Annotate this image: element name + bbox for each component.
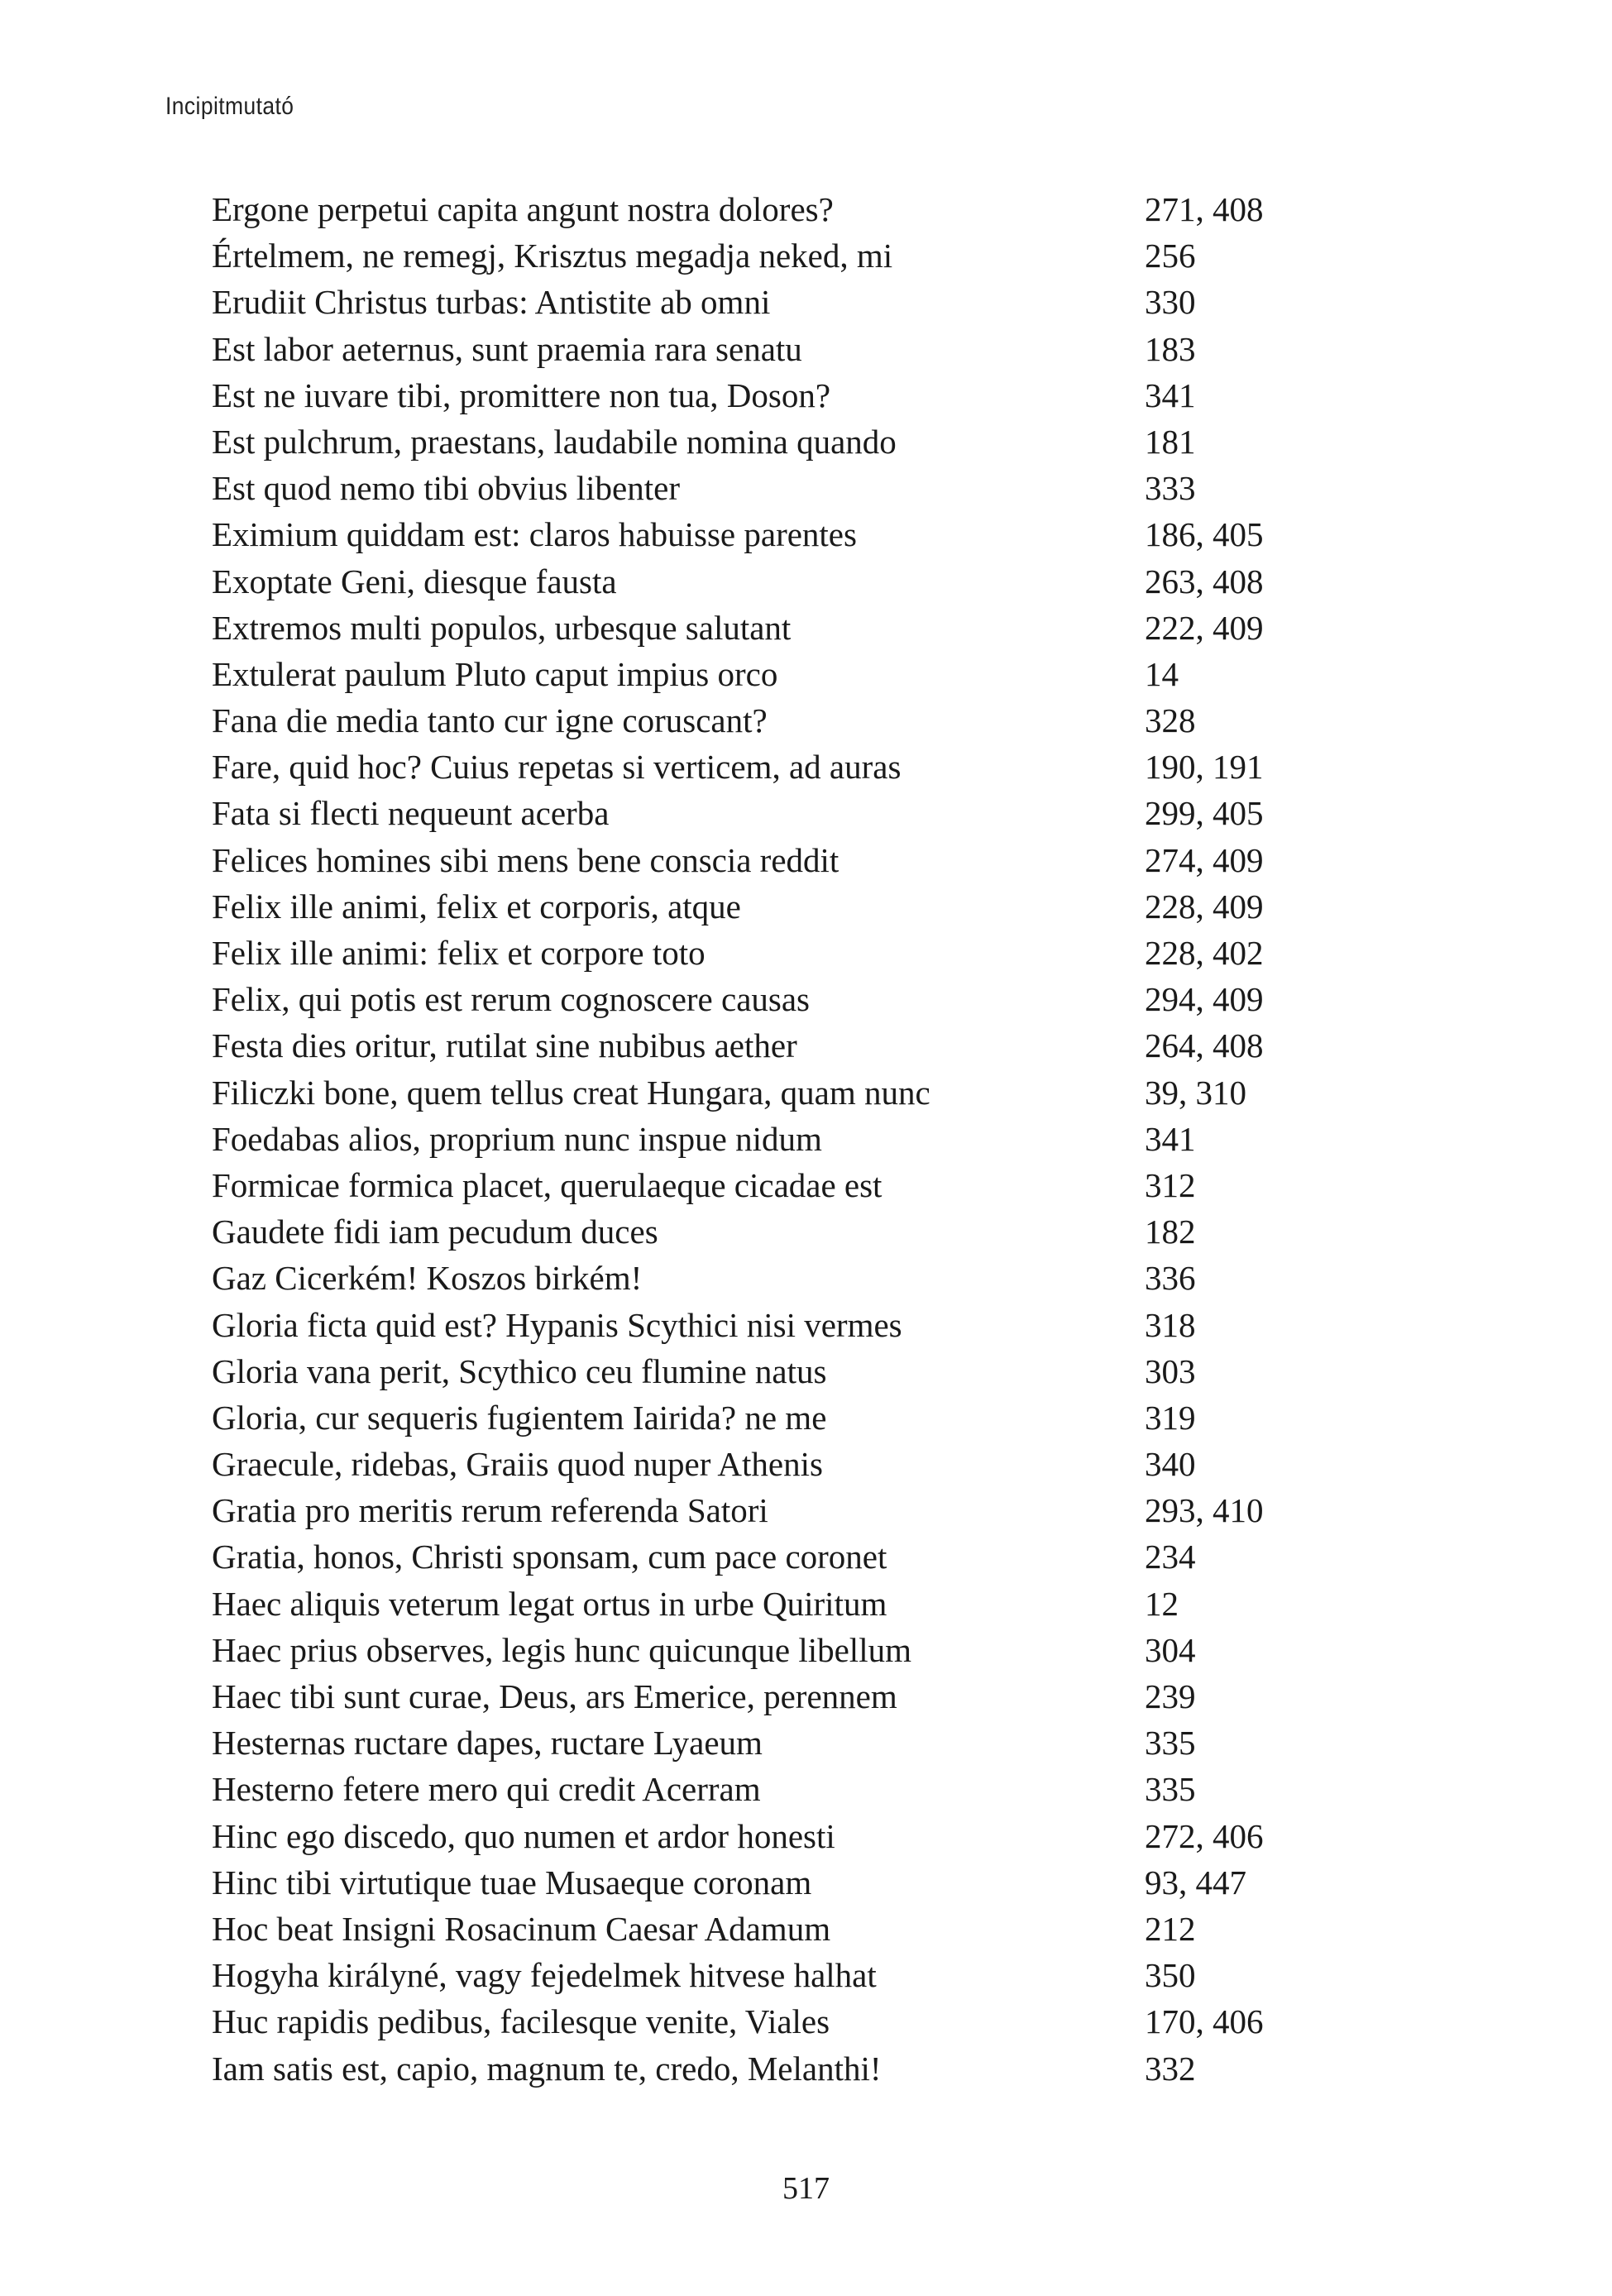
page-references: 293, 410 bbox=[1145, 1491, 1264, 1530]
incipit-text: Értelmem, ne remegj, Krisztus megadja neked, mi bbox=[212, 237, 893, 275]
incipit-text: Foedabas alios, proprium nunc inspue nidum bbox=[212, 1119, 822, 1158]
incipit-text: Gloria ficta quid est? Hypanis Scythici nisi vermes bbox=[212, 1305, 902, 1344]
index-entry bbox=[212, 419, 1370, 465]
index-entry bbox=[212, 697, 1370, 744]
page-references: 341 bbox=[1145, 375, 1196, 414]
index-entry bbox=[212, 1394, 1370, 1441]
index-entry bbox=[212, 1581, 1370, 1627]
index-entry bbox=[212, 1533, 1370, 1580]
page-references: 312 bbox=[1145, 1165, 1196, 1204]
index-entry bbox=[212, 883, 1370, 930]
page-references: 335 bbox=[1145, 1724, 1196, 1763]
incipit-text: Ergone perpetui capita angunt nostra dolores? bbox=[212, 190, 834, 228]
index-entry bbox=[212, 1069, 1370, 1116]
running-head: Incipitmutató bbox=[165, 93, 294, 120]
incipit-text: Hesterno fetere mero qui credit Acerram bbox=[212, 1770, 761, 1809]
incipit-text: Exoptate Geni, diesque fausta bbox=[212, 562, 617, 600]
page-references: 186, 405 bbox=[1145, 515, 1264, 554]
page-references: 170, 406 bbox=[1145, 2002, 1264, 2041]
page-references: 272, 406 bbox=[1145, 1816, 1264, 1855]
index-entry bbox=[212, 1859, 1370, 1906]
index-entry bbox=[212, 744, 1370, 790]
index-entry bbox=[212, 1116, 1370, 1162]
page-references: 336 bbox=[1145, 1259, 1196, 1298]
incipit-text: Eximium quiddam est: claros habuisse parentes bbox=[212, 515, 857, 554]
index-entry bbox=[212, 1952, 1370, 1998]
page-references: 263, 408 bbox=[1145, 562, 1264, 600]
page-references: 299, 405 bbox=[1145, 794, 1264, 833]
incipit-text: Huc rapidis pedibus, facilesque venite, Viales bbox=[212, 2002, 830, 2041]
index-entry bbox=[212, 1627, 1370, 1673]
incipit-text: Hinc ego discedo, quo numen et ardor honesti bbox=[212, 1816, 835, 1855]
index-entry bbox=[212, 511, 1370, 557]
page-references: 93, 447 bbox=[1145, 1863, 1246, 1901]
incipit-text: Gaudete fidi iam pecudum duces bbox=[212, 1213, 658, 1251]
page-references: 328 bbox=[1145, 701, 1196, 740]
index-entry bbox=[212, 186, 1370, 232]
index-entry bbox=[212, 1302, 1370, 1348]
incipit-text: Gloria, cur sequeris fugientem Iairida? ne me bbox=[212, 1398, 827, 1437]
incipit-text: Haec tibi sunt curae, Deus, ars Emerice, perennem bbox=[212, 1677, 897, 1715]
page-references: 12 bbox=[1145, 1584, 1179, 1623]
index-entry bbox=[212, 279, 1370, 325]
page-references: 333 bbox=[1145, 469, 1196, 508]
incipit-text: Formicae formica placet, querulaeque cicadae est bbox=[212, 1165, 883, 1204]
page-references: 304 bbox=[1145, 1630, 1196, 1669]
index-entry bbox=[212, 1022, 1370, 1069]
incipit-text: Felix ille animi, felix et corporis, atque bbox=[212, 887, 741, 926]
page-references: 294, 409 bbox=[1145, 980, 1264, 1019]
index-entry bbox=[212, 558, 1370, 605]
page-references: 212 bbox=[1145, 1909, 1196, 1948]
index-entry bbox=[212, 605, 1370, 651]
incipit-text: Est labor aeternus, sunt praemia rara senatu bbox=[212, 329, 802, 368]
index-entry bbox=[212, 1487, 1370, 1533]
page-references: 303 bbox=[1145, 1351, 1196, 1390]
index-entry bbox=[212, 790, 1370, 836]
index-entry bbox=[212, 1813, 1370, 1859]
incipit-text: Hinc tibi virtutique tuae Musaeque coronam bbox=[212, 1863, 812, 1901]
index-entry bbox=[212, 1906, 1370, 1952]
page-references: 183 bbox=[1145, 329, 1196, 368]
index-entry bbox=[212, 232, 1370, 279]
index-entry bbox=[212, 837, 1370, 883]
incipit-text: Est ne iuvare tibi, promittere non tua, Doson? bbox=[212, 375, 831, 414]
page-number: 517 bbox=[782, 2171, 830, 2206]
index-entry bbox=[212, 1720, 1370, 1766]
index-entry bbox=[212, 1766, 1370, 1812]
incipit-text: Felix, qui potis est rerum cognoscere causas bbox=[212, 980, 811, 1019]
incipit-text: Felices homines sibi mens bene conscia reddit bbox=[212, 840, 839, 879]
page-references: 234 bbox=[1145, 1538, 1196, 1576]
page-references: 228, 409 bbox=[1145, 887, 1264, 926]
incipit-text: Haec aliquis veterum legat ortus in urbe Quiritum bbox=[212, 1584, 887, 1623]
incipit-text: Fare, quid hoc? Cuius repetas si verticem, ad auras bbox=[212, 748, 902, 787]
page-references: 341 bbox=[1145, 1119, 1196, 1158]
page-references: 274, 409 bbox=[1145, 840, 1264, 879]
index-entry bbox=[212, 1441, 1370, 1487]
incipit-text: Festa dies oritur, rutilat sine nubibus aether bbox=[212, 1026, 797, 1065]
page-references: 340 bbox=[1145, 1445, 1196, 1484]
page-references: 335 bbox=[1145, 1770, 1196, 1809]
page-references: 256 bbox=[1145, 237, 1196, 275]
index-entry bbox=[212, 1998, 1370, 2045]
index-entry bbox=[212, 326, 1370, 372]
page-references: 330 bbox=[1145, 283, 1196, 322]
page-references: 350 bbox=[1145, 1956, 1196, 1995]
incipit-text: Gloria vana perit, Scythico ceu flumine natus bbox=[212, 1351, 827, 1390]
page-references: 264, 408 bbox=[1145, 1026, 1264, 1065]
incipit-text: Graecule, ridebas, Graiis quod nuper Athenis bbox=[212, 1445, 823, 1484]
incipit-text: Est quod nemo tibi obvius libenter bbox=[212, 469, 680, 508]
incipit-text: Iam satis est, capio, magnum te, credo, Melanthi! bbox=[212, 2049, 882, 2088]
page-references: 239 bbox=[1145, 1677, 1196, 1715]
incipit-text: Filiczki bone, quem tellus creat Hungara, quam nunc bbox=[212, 1073, 930, 1112]
page-references: 271, 408 bbox=[1145, 190, 1264, 228]
page-references: 14 bbox=[1145, 654, 1179, 693]
page-references: 190, 191 bbox=[1145, 748, 1264, 787]
incipit-text: Erudiit Christus turbas: Antistite ab omni bbox=[212, 283, 771, 322]
index-entry bbox=[212, 1208, 1370, 1255]
page-references: 228, 402 bbox=[1145, 934, 1264, 972]
incipit-text: Extulerat paulum Pluto caput impius orco bbox=[212, 654, 778, 693]
page-references: 318 bbox=[1145, 1305, 1196, 1344]
incipit-text: Hogyha királyné, vagy fejedelmek hitvese halhat bbox=[212, 1956, 877, 1995]
page-references: 182 bbox=[1145, 1213, 1196, 1251]
incipit-text: Extremos multi populos, urbesque salutant bbox=[212, 608, 792, 647]
page-references: 319 bbox=[1145, 1398, 1196, 1437]
incipit-text: Est pulchrum, praestans, laudabile nomina quando bbox=[212, 422, 897, 461]
index-entry bbox=[212, 651, 1370, 697]
page-references: 181 bbox=[1145, 422, 1196, 461]
incipit-text: Fana die media tanto cur igne coruscant? bbox=[212, 701, 768, 740]
incipit-text: Gratia, honos, Christi sponsam, cum pace coronet bbox=[212, 1538, 887, 1576]
incipit-text: Hesternas ructare dapes, ructare Lyaeum bbox=[212, 1724, 763, 1763]
incipit-text: Gratia pro meritis rerum referenda Satori bbox=[212, 1491, 768, 1530]
incipit-text: Hoc beat Insigni Rosacinum Caesar Adamum bbox=[212, 1909, 831, 1948]
incipit-text: Fata si flecti nequeunt acerba bbox=[212, 794, 610, 833]
page-references: 222, 409 bbox=[1145, 608, 1264, 647]
page-references: 39, 310 bbox=[1145, 1073, 1246, 1112]
index-entry bbox=[212, 2045, 1370, 2092]
index-entry bbox=[212, 976, 1370, 1022]
index-entry bbox=[212, 1162, 1370, 1208]
index-entry bbox=[212, 930, 1370, 976]
incipit-index-list bbox=[212, 186, 1370, 2092]
index-entry bbox=[212, 1348, 1370, 1394]
index-entry bbox=[212, 372, 1370, 419]
incipit-text: Felix ille animi: felix et corpore toto bbox=[212, 934, 706, 972]
incipit-text: Haec prius observes, legis hunc quicunque libellum bbox=[212, 1630, 911, 1669]
page-references: 332 bbox=[1145, 2049, 1196, 2088]
index-entry bbox=[212, 465, 1370, 511]
index-entry bbox=[212, 1255, 1370, 1301]
index-entry bbox=[212, 1673, 1370, 1720]
incipit-text: Gaz Cicerkém! Koszos birkém! bbox=[212, 1259, 643, 1298]
